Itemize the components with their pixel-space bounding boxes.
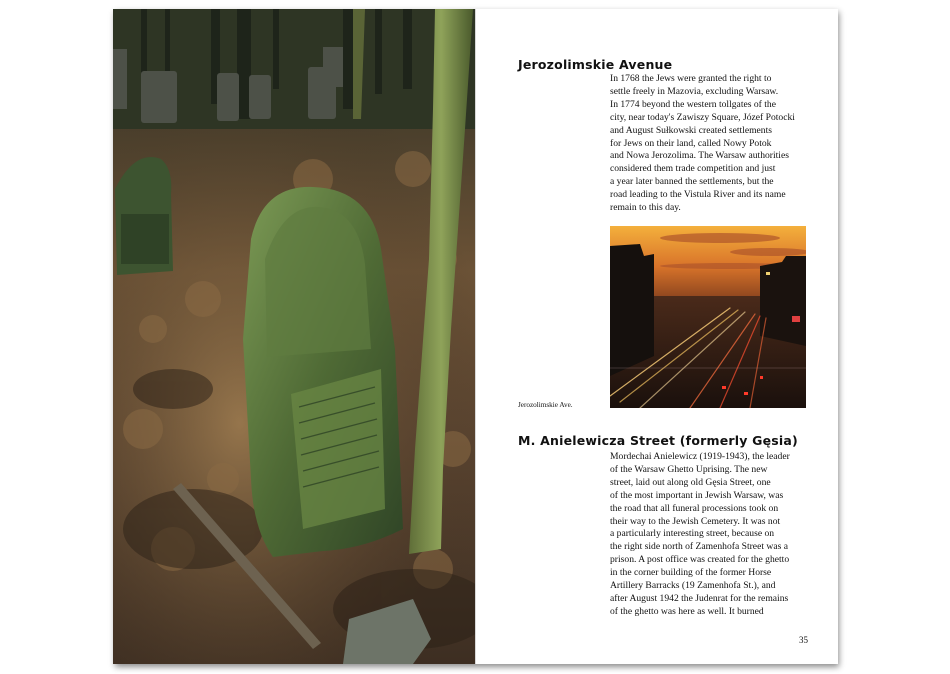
section-heading-jerozolimskie: Jerozolimskie Avenue xyxy=(518,57,673,72)
book-spread xyxy=(113,9,837,664)
text-line: the right side north of Zamenhofa Street was a xyxy=(610,541,788,553)
text-line: of the ghetto was here as well. It burned xyxy=(610,605,764,617)
text-line: Mordechai Anielewicz (1919-1943), the leader xyxy=(610,451,790,462)
section-heading-anielewicza: M. Anielewicza Street (formerly Gęsia) xyxy=(518,433,798,448)
text-line: city, near today's Zawiszy Square, Józef Potocki xyxy=(610,111,795,123)
text-line: prison. A post office was created for the ghetto xyxy=(610,554,790,566)
text-line: road leading to the Vistula River and its name xyxy=(610,189,786,201)
text-line: the road that all funeral processions took on xyxy=(610,502,779,514)
text-line: of the Warsaw Ghetto Uprising. The new xyxy=(610,463,768,475)
text-line: and Nowa Jerozolima. The Warsaw authorities xyxy=(610,150,789,162)
text-line: in the corner building of the former Horse xyxy=(610,567,772,579)
text-line: a particularly interesting street, because on xyxy=(610,528,775,540)
text-line: and August Sułkowski created settlements xyxy=(610,124,773,136)
text-line: street, laid out along old Gęsia Street, one xyxy=(610,476,771,488)
text-line: for Jews on their land, called Nowy Potok xyxy=(610,137,772,149)
section-body-anielewicza xyxy=(610,451,810,619)
section-body-jerozolimskie xyxy=(610,73,810,215)
jerozolimskie-avenue-sunset-photo xyxy=(610,226,806,408)
text-line: remain to this day. xyxy=(610,202,681,214)
text-line: In 1774 beyond the western tollgates of the xyxy=(610,98,776,110)
text-line: considered them trade competition and just xyxy=(610,163,776,175)
text-line: of the most important in Jewish Warsaw, was xyxy=(610,489,784,501)
text-line: after August 1942 the Judenrat for the remains xyxy=(610,592,789,604)
photo-caption: Jerozolimskie Ave. xyxy=(518,401,573,409)
cemetery-tombstone-photo xyxy=(113,9,475,664)
text-line: Artillery Barracks (19 Zamenhofa St.), and xyxy=(610,580,776,592)
text-line: their way to the Jewish Cemetery. It was not xyxy=(610,515,781,527)
page-number: 35 xyxy=(799,635,808,645)
text-line: In 1768 the Jews were granted the right to xyxy=(610,73,772,84)
right-page xyxy=(475,9,838,664)
text-line: settle freely in Mazovia, excluding Warsaw. xyxy=(610,85,779,97)
text-line: a year later banned the settlements, but the xyxy=(610,176,774,188)
